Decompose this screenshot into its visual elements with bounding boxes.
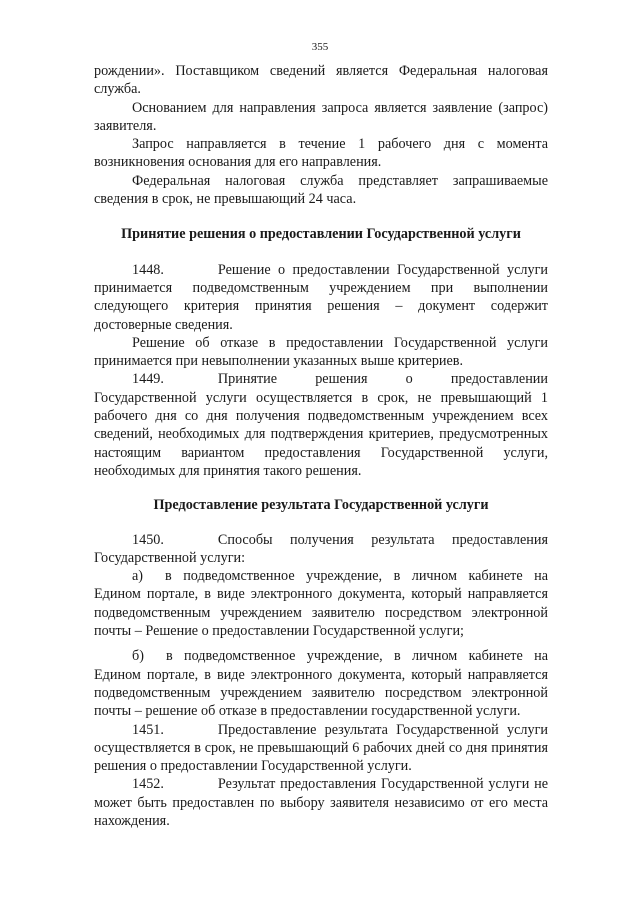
subclause-label: а) [132,568,144,585]
subclause-text: в подведомственное учреждение, в личном кабинете на Едином портале, в виде электронного документа, который направляется подведомственным учреждением заявителю посредством электронной почты – решение об отказе в предоставлении государственной услуги. [94,648,548,720]
paragraph-intro-1: рождении». Поставщиком сведений является Федеральная налоговая служба. [94,63,548,98]
paragraph-intro-2: Основанием для направления запроса является заявление (запрос) заявителя. [94,99,548,134]
subclause-label: б) [132,648,144,665]
subclause-a [94,567,548,640]
clause-number: 1450. [132,531,164,548]
paragraph-intro-4: Федеральная налоговая служба представляет запрашиваемые сведения в срок, не превышающий 24 часа. [94,172,548,208]
clause-1449 [94,370,548,480]
clause-text: Предоставление результата Государственной услуги осуществляется в срок, не превышающий 6 рабочих дней со дня принятия решения о предоставлении Государственной услуги. [94,721,548,775]
subclause-b [94,647,548,720]
document-body [94,62,548,830]
clause-1448 [94,261,548,334]
clause-1452 [94,775,548,830]
section-heading-result: Предоставление результата Государственной услуги [153,497,489,514]
clause-text: Принятие решения о предоставлении Государственной услуги осуществляется в срок, не превышающий 1 рабочего дня со дня получения подведомственным учреждением всех сведений, необходимых для подтверждения критериев, предусмотренных настоящим вариантом предоставления Государственной услуги, необходимых для принятия такого решения. [94,371,548,479]
clause-1451 [94,721,548,776]
subclause-text: в подведомственное учреждение, в личном кабинете на Едином портале, в виде электронного документа, который направляется подведомственным учреждением заявителю посредством электронной почты – Решение о предоставлении Государственной услуги; [94,568,548,640]
clause-number: 1449. [132,371,164,388]
clause-1450 [94,531,548,568]
clause-number: 1451. [132,721,164,738]
page-number: 355 [311,41,329,53]
clause-text: Способы получения результата предоставления Государственной услуги: [94,531,548,566]
clause-number: 1452. [132,776,164,793]
clause-text: Решение о предоставлении Государственной услуги принимается подведомственным учреждением при выполнении следующего критерия принятия решения – документ содержит достоверные сведения. [94,261,548,333]
section-heading-decision: Принятие решения о предоставлении Государственной услуги [121,226,521,243]
clause-text: Результат предоставления Государственной услуги не может быть предоставлен по выбору заявителя независимо от его места нахождения. [94,776,548,829]
paragraph-refusal: Решение об отказе в предоставлении Государственной услуги принимается при невыполнении указанных выше критериев. [94,334,548,370]
paragraph-intro-3: Запрос направляется в течение 1 рабочего дня с момента возникновения основания для его направления. [94,136,548,171]
clause-number: 1448. [132,261,164,278]
